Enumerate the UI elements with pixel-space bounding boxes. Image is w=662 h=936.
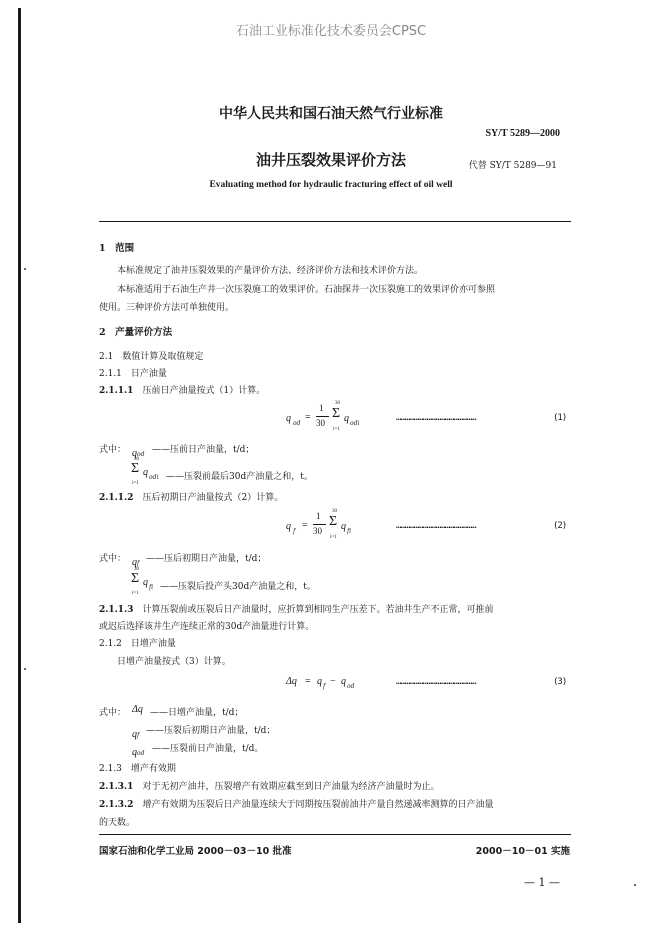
where1-symbol-2 (131, 457, 161, 487)
eq1-sum-upper: 30 (335, 401, 340, 406)
clause-number: 2.1.1.2 (99, 493, 134, 503)
eq2-term-sub: fi (347, 528, 352, 535)
footer-rule (99, 834, 571, 835)
where1-var-2: q (143, 467, 148, 478)
equation-3 (286, 676, 376, 696)
where2-sum-lower: i=1 (132, 591, 139, 596)
eq2-sum-upper: 30 (332, 509, 337, 514)
where3-var-1: Δq (132, 704, 143, 715)
standard-organization: 中华人民共和国石油天然气行业标准 (219, 106, 443, 122)
where3-var-2: q (132, 729, 137, 740)
where3-var-3: q (132, 747, 137, 758)
approval-note: 国家石油和化学工业局 2000－03－10 批准 (99, 846, 292, 857)
section-2-1-1-2 (99, 490, 283, 503)
where1-var-1-sub: od (137, 451, 145, 458)
page-number: — 1 — (524, 876, 560, 889)
clause-number: 2.1.1.3 (99, 605, 134, 615)
eq3-lhs: Δq (286, 676, 297, 687)
eq2-leader: ……………………………………………… (396, 521, 476, 531)
eq3-number: (3) (553, 677, 567, 687)
where1-label: 式中： (99, 445, 127, 455)
equation-1 (286, 398, 376, 438)
eq1-sum-sign: Σ (332, 406, 341, 421)
where3-desc-2: ——压裂后初期日产油量，t/d； (146, 726, 276, 736)
section-1-para-2-line-1: 本标准适用于石油生产井一次压裂施工的效果评价。石油探井一次压裂施工的效果评价亦可参照 (117, 285, 496, 295)
english-title: Evaluating method for hydraulic fracturing effect of oil well (209, 180, 453, 190)
section-1-heading: 1 范围 (99, 243, 135, 254)
section-1-para-2-line-2: 使用。三种评价方法可单独使用。 (99, 303, 235, 313)
eq1-sum-lower: i=1 (333, 427, 340, 432)
where2-var-1: q (132, 557, 137, 568)
where1-var-1: q (132, 448, 137, 459)
where2-symbol-2 (131, 567, 161, 597)
where3-var-2-sub: f (137, 732, 140, 739)
clause-number: 2.1.3.1 (99, 782, 134, 792)
where3-symbol-2 (132, 722, 139, 741)
where2-sum-sign: Σ (131, 571, 140, 586)
where3-label: 式中： (99, 708, 127, 718)
section-2-1-heading: 2.1 数值计算及取值规定 (99, 352, 204, 362)
section-2-1-1-1 (99, 383, 265, 396)
header-rule (99, 221, 571, 222)
eq2-lhs-sub: f (293, 528, 296, 535)
where1-sum-sign: Σ (131, 461, 140, 476)
scan-speck (634, 884, 636, 886)
where1-sum-upper: 30 (134, 457, 139, 462)
eq2-number: (2) (553, 521, 567, 531)
eq3-equals: = (305, 676, 311, 687)
clause-text: 计算压裂前或压裂后日产油量时，应折算到相同生产压差下。若油井生产不正常，可推前 (142, 605, 494, 615)
scan-edge-line (18, 8, 21, 923)
section-2-1-3-2-line-1 (99, 797, 493, 810)
scan-speck (24, 268, 26, 270)
eq2-sum-lower: i=1 (330, 535, 337, 540)
section-2-1-1-3-line-2: 或迟后选择该井生产连续正常的30d产油量进行计算。 (99, 622, 315, 632)
eq1-coef-den: 30 (316, 418, 325, 428)
where2-label: 式中： (99, 554, 127, 564)
where2-desc-1: ——压后初期日产油量，t/d； (146, 554, 267, 564)
section-2-1-3-1 (99, 779, 439, 792)
clause-number: 2.1.1.1 (99, 386, 134, 396)
eq1-coef-num: 1 (319, 403, 324, 413)
section-2-1-1-heading: 2.1.1 日产油量 (99, 369, 167, 379)
eq1-leader: ……………………………………………… (396, 413, 476, 423)
where1-sum-lower: i=1 (132, 481, 139, 486)
eq1-number: (1) (553, 413, 567, 423)
section-2-1-1-3-line-1 (99, 602, 493, 615)
where1-var-2-sub: odi (149, 474, 159, 481)
where2-var-2-sub: fi (149, 584, 154, 591)
eq1-term-sub: odi (350, 420, 360, 427)
section-1-para-1: 本标准规定了油井压裂效果的产量评价方法、经济评价方法和技术评价方法。 (117, 266, 424, 276)
section-2-1-2-text: 日增产油量按式（3）计算。 (117, 657, 231, 667)
equation-2 (286, 506, 376, 546)
section-2-1-3-heading: 2.1.3 增产有效期 (99, 764, 176, 774)
eq1-lhs-sub: od (293, 420, 301, 427)
where3-desc-1: ——日增产油量，t/d； (150, 708, 244, 718)
watermark: 石油工业标准化技术委员会CPSC (235, 24, 427, 39)
implementation-date: 2000－10－01 实施 (475, 846, 570, 857)
eq1-fraction-bar (316, 416, 329, 417)
eq3-minus: − (330, 676, 336, 687)
eq2-term: q (341, 521, 346, 532)
eq2-fraction-bar (313, 524, 326, 525)
where2-sum-upper: 30 (134, 567, 139, 572)
clause-text: 增产有效期为压裂后日产油量连续大于同期按压裂前油井产量自然递减率测算的日产油量 (142, 800, 494, 810)
section-2-heading: 2 产量评价方法 (99, 327, 173, 338)
eq2-coef-den: 30 (313, 526, 322, 536)
scan-speck (24, 668, 26, 670)
section-2-1-3-2-line-2: 的天数。 (99, 818, 136, 828)
clause-text: 压后初期日产油量按式（2）计算。 (142, 493, 284, 503)
clause-text: 压前日产油量按式（1）计算。 (142, 386, 266, 396)
clause-number: 2.1.3.2 (99, 800, 134, 810)
clause-text: 对于无初产油井，压裂增产有效期应截至到日产油量为经济产油量时为止。 (142, 782, 440, 792)
eq3-a-sub: f (323, 683, 326, 690)
standard-code: SY/T 5289—2000 (485, 128, 560, 139)
where2-desc-2: ——压裂后投产头30d产油量之和，t。 (160, 582, 316, 592)
eq1-term: q (344, 413, 349, 424)
eq3-a: q (317, 676, 322, 687)
eq2-equals: = (302, 520, 308, 531)
where2-var-2: q (143, 577, 148, 588)
eq1-equals: = (305, 412, 311, 423)
section-2-1-2-heading: 2.1.2 日增产油量 (99, 639, 176, 649)
where1-desc-2: ——压裂前最后30d产油量之和，t。 (166, 472, 313, 482)
eq3-leader: ……………………………………………… (396, 677, 476, 687)
document-title: 油井压裂效果评价方法 (255, 151, 406, 169)
eq3-b-sub: od (347, 683, 355, 690)
where3-symbol-3 (132, 740, 144, 759)
where2-var-1-sub: f (137, 560, 140, 567)
eq3-b: q (341, 676, 346, 687)
eq2-sum-sign: Σ (329, 514, 338, 529)
eq2-lhs: q (286, 521, 291, 532)
where3-desc-3: ——压裂前日产油量，t/d。 (152, 744, 264, 754)
eq2-coef-num: 1 (316, 511, 321, 521)
replaces-standard: 代替 SY/T 5289—91 (468, 161, 557, 171)
where1-desc-1: ——压前日产油量，t/d； (152, 445, 255, 455)
where3-var-3-sub: od (137, 750, 145, 757)
eq1-lhs: q (286, 413, 291, 424)
